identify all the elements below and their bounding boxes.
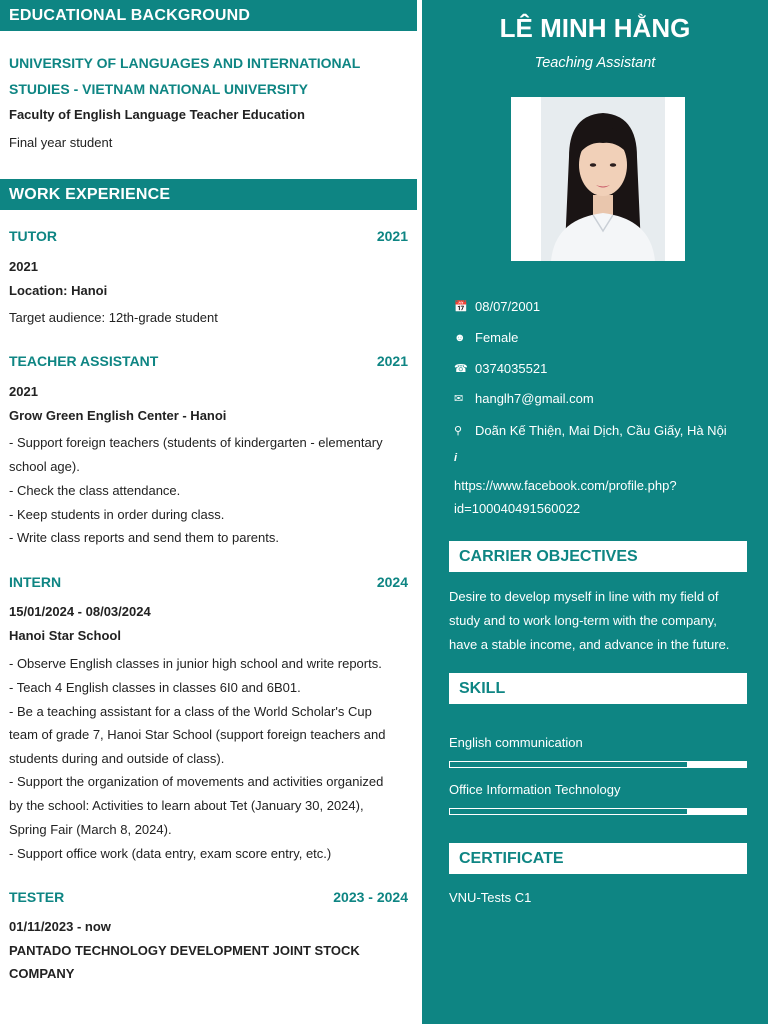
skill-level-remainder [687,808,747,815]
profile-photo [511,97,685,261]
job-year: 2024 [376,574,408,590]
job-description-line: - Teach 4 English classes in classes 6I0 and 6B01. [9,680,301,695]
job-place: PANTADO TECHNOLOGY DEVELOPMENT JOINT STOCK [9,943,360,958]
contact-gender [454,330,518,346]
skill-level-remainder [687,761,747,768]
job-title: TESTER [9,889,65,905]
university-line-1: UNIVERSITY OF LANGUAGES AND INTERNATIONAL [9,55,361,71]
job-description-line: - Support foreign teachers (students of kindergarten - elementary [9,435,383,450]
skill-level-bar [449,761,747,768]
location-pin-icon: ⚲ [454,425,463,437]
candidate-name: LÊ MINH HẰNG [499,13,691,43]
contact-phone [454,361,547,377]
birthdate-text: 08/07/2001 [475,299,541,314]
skill-label: Office Information Technology [449,782,621,797]
skill-label: English communication [449,735,583,750]
job-description-line: - Keep students in order during class. [9,507,225,522]
job-description-line: - Be a teaching assistant for a class of the World Scholar's Cup [9,704,372,719]
skill-level-fill [449,808,687,809]
job-description-line: - Write class reports and send them to parents. [9,530,279,545]
objectives-line: have a stable income, and advance in the future. [449,636,730,652]
faculty: Faculty of English Language Teacher Education [9,107,305,122]
job-description-line: school age). [9,459,80,474]
job-description-line: team of grade 7, Hanoi Star School (support foreign teachers and [9,727,386,742]
university-name [9,50,360,102]
job-title: TEACHER ASSISTANT [9,353,159,369]
skill-level-fill [449,761,687,762]
contact-email[interactable] [454,391,594,407]
email-text[interactable]: hanglh7@gmail.com [475,391,594,406]
facebook-link-line-2[interactable]: id=100040491560022 [454,501,581,516]
email-icon: ✉ [454,393,464,405]
objectives-text [449,585,749,656]
contact-birthdate [454,299,540,315]
facebook-link-line-1[interactable]: https://www.facebook.com/profile.php? [454,478,677,493]
gender-text: Female [475,330,519,345]
job-title: INTERN [9,574,62,590]
skill-level-bar [449,808,747,815]
job-description-line: Spring Fair (March 8, 2024). [9,822,172,837]
job-place: Hanoi Star School [9,628,121,643]
job-description-line: - Check the class attendance. [9,483,181,498]
objectives-line: Desire to develop myself in line with my field of [449,589,719,604]
job-period: 2021 [9,384,38,399]
calendar-icon: 📅 [454,301,468,313]
certificate-heading: CERTIFICATE [449,843,747,874]
education-heading: EDUCATIONAL BACKGROUND [0,0,417,31]
job-year: 2021 [376,228,408,244]
contact-address [454,423,727,439]
objectives-line: study and to work long-term with the company, [449,612,717,628]
job-year: 2021 [376,353,408,369]
job-description-line: by the school: Activities to learn about Tet (January 30, 2024), [9,798,364,813]
university-line-2: STUDIES - VIETNAM NATIONAL UNIVERSITY [9,81,308,97]
info-icon: i [454,452,458,464]
job-description-line: students during and outside of class). [9,751,225,766]
contact-facebook[interactable] [454,474,677,520]
objectives-heading: CARRIER OBJECTIVES [449,541,747,572]
job-description-line: - Support office work (data entry, exam score entry, etc.) [9,846,332,861]
skill-heading: SKILL [449,673,747,704]
phone-icon: ☎ [454,363,468,375]
person-icon: ☻ [454,332,466,344]
job-period: 2021 [9,259,38,274]
certificate-item: VNU-Tests C1 [449,890,532,905]
job-place-continued: COMPANY [9,966,75,981]
job-description-line: Target audience: 12th-grade student [9,310,218,325]
right-column [422,0,768,1024]
job-description-line: - Observe English classes in junior high school and write reports. [9,656,382,671]
job-description-line: - Support the organization of movements and activities organized [9,774,384,789]
job-place: Location: Hanoi [9,283,108,298]
job-place: Grow Green English Center - Hanoi [9,408,227,423]
work-heading: WORK EXPERIENCE [0,179,417,210]
job-period: 15/01/2024 - 08/03/2024 [9,604,151,619]
address-text: Doãn Kế Thiện, Mai Dịch, Cầu Giấy, Hà Nội [475,423,727,438]
portrait-image [511,97,685,261]
education-status: Final year student [9,135,113,150]
job-year: 2023 - 2024 [333,889,408,905]
phone-text: 0374035521 [475,361,548,376]
candidate-role: Teaching Assistant [534,55,656,71]
job-period: 01/11/2023 - now [9,919,111,934]
job-title: TUTOR [9,228,57,244]
